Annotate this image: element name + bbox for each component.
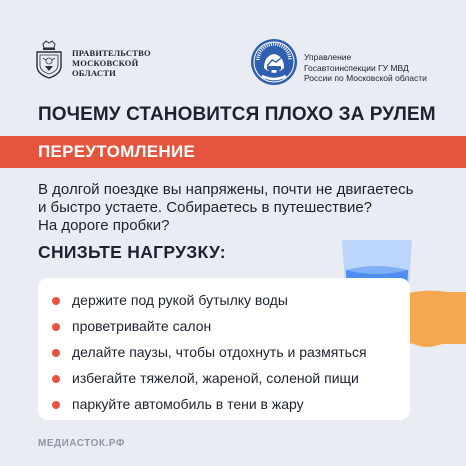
bullet-icon	[52, 401, 60, 409]
gibdd-name-line3: России по Московской области	[304, 73, 427, 83]
government-name	[72, 48, 182, 78]
topic-banner	[0, 136, 466, 168]
tip-text: держите под рукой бутылку воды	[72, 292, 288, 308]
bullet-icon	[52, 375, 60, 383]
page-title: ПОЧЕМУ СТАНОВИТСЯ ПЛОХО ЗА РУЛЕМ	[38, 104, 436, 125]
bullet-icon	[52, 297, 60, 305]
intro-line1: В долгой поездке вы напряжены, почти не двигаетесь	[38, 181, 414, 198]
government-name-line3: ОБЛАСТИ	[72, 68, 116, 78]
tip-text: избегайте тяжелой, жареной, соленой пищи	[72, 370, 359, 386]
tip-text: паркуйте автомобиль в тени в жару	[72, 396, 304, 412]
header	[0, 0, 466, 100]
footer-source: МЕДИАСТОК.РФ	[38, 438, 125, 449]
moscow-oblast-coat-of-arms-icon	[34, 40, 64, 80]
government-name-line2: МОСКОВСКОЙ	[72, 58, 139, 68]
government-name-line1: ПРАВИТЕЛЬСТВО	[72, 48, 151, 58]
bullet-icon	[52, 323, 60, 331]
advice-heading: СНИЗЬТЕ НАГРУЗКУ:	[38, 242, 226, 262]
topic-label: ПЕРЕУТОМЛЕНИЕ	[38, 142, 196, 161]
gibdd-name-line1: Управление	[304, 52, 352, 62]
tip-text: проветривайте салон	[72, 318, 212, 334]
gibdd-emblem-icon	[250, 38, 298, 86]
tips-list	[38, 278, 410, 420]
intro-line2: и быстро устаете. Собираетесь в путешествие?	[38, 199, 373, 216]
gibdd-name-line2: Госавтоинспекции ГУ МВД	[304, 62, 409, 73]
intro-line3: На дороге пробки?	[38, 217, 170, 234]
gibdd-name	[304, 52, 464, 84]
tip-text: делайте паузы, чтобы отдохнуть и размяться	[72, 344, 367, 360]
bullet-icon	[52, 349, 60, 357]
